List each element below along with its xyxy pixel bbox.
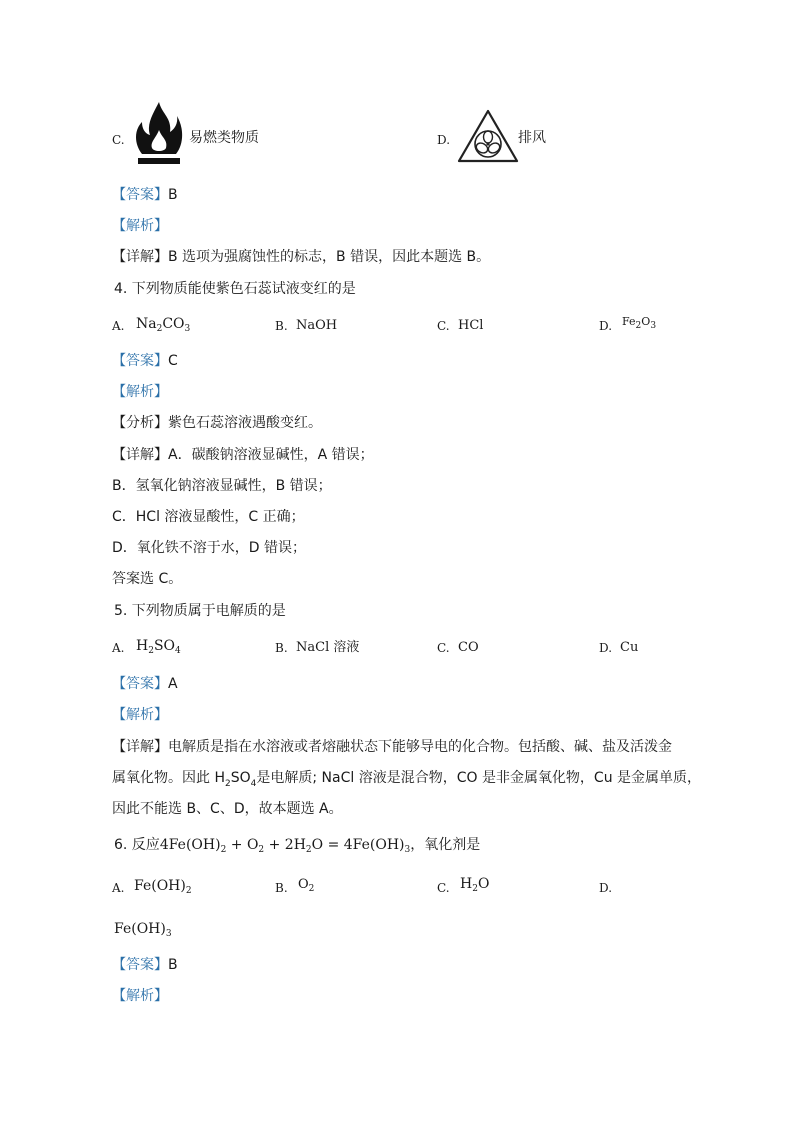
q4-stem: 4. 下列物质能使紫色石蕊试液变红的是 [114,281,356,297]
stem-prefix: 6. 反应 [114,837,160,853]
q6-option-c-formula: $H_2O$ [460,876,490,894]
q4-option-b-text: NaOH [296,318,338,333]
q4-option-d-formula: $Fe_2O_3$ [622,315,657,331]
answer-tag: 【答案】 [112,353,168,369]
q5-option-c-label: C. [437,641,450,655]
answer-value: B [168,187,178,203]
q6-option-c-label: C. [437,881,450,895]
q5-stem: 5. 下列物质属于电解质的是 [114,603,286,619]
q4-detail-line-4: D．氧化铁不溶于水，D 错误； [112,540,307,556]
q4-option-a-formula: $Na_2CO_3$ [136,316,191,334]
q6-analysis [112,989,168,1003]
q5-detail-line-2: 属氧化物。因此 $H_2SO_4$是电解质; NaCl 溶液是混合物，CO 是非金属氧化物，Cu 是金属单质， [112,770,702,789]
q5-analysis [112,708,168,722]
q5-option-b-label: B. [275,641,288,655]
detail-text: SO [230,770,251,786]
answer-tag: 【答案】 [112,676,168,692]
detail-text: 电解质是指在水溶液或者熔融状态下能够导电的化合物。包括酸、碱、盐及活泼金 [168,739,672,755]
q5-detail-line-3: 因此不能选 B、C、D，故本题选 A。 [112,801,343,817]
answer-value: A [168,676,178,692]
detail-text: A．碳酸钠溶液显碱性，A 错误； [168,447,374,463]
answer-value: B [168,957,178,973]
q6-option-a-formula: $Fe(OH)_2$ [134,878,192,896]
analysis-tag: 【解析】 [112,218,168,234]
q5-option-d-text: Cu [620,640,639,655]
q4-analysis [112,385,168,399]
analysis-tag: 【解析】 [112,707,168,723]
analysis-tag: 【解析】 [112,988,168,1004]
answer-value: C [168,353,178,369]
detail-text: 属氧化物。因此 H [112,770,225,786]
q4-option-c-label: C. [437,319,450,333]
detail-tag: 【详解】 [112,739,168,755]
q4-answer [112,354,178,368]
q6-reaction-equation: $4Fe(OH)_2 + O_2 + 2H_2O = 4Fe(OH)_3$ [159,837,411,855]
answer-tag: 【答案】 [112,187,168,203]
q5-option-c-text: CO [458,640,479,655]
detail-tag: 【详解】 [112,249,168,265]
q4-detail-line-1 [112,448,374,462]
q4-option-b-label: B. [275,319,288,333]
option-d-label: D. [437,133,451,147]
detail-text: B 选项为强腐蚀性的标志，B 错误，因此本题选 B。 [168,249,491,265]
q4-detail-line-3: C．HCl 溶液显酸性，C 正确； [112,509,305,525]
option-c-label: C. [112,133,125,147]
q6-option-d-label: D. [599,881,613,895]
q6-answer [112,958,178,972]
q6-option-a-label: A. [112,881,125,895]
q6-option-b-label: B. [275,881,288,895]
q5-option-a-label: A. [112,641,125,655]
detail-text: 是电解质; NaCl 溶液是混合物，CO 是非金属氧化物，Cu 是金属单质， [256,770,702,786]
q5-answer [112,677,178,691]
q5-detail-line-1 [112,740,672,754]
q3-analysis [112,219,168,233]
q4-option-d-label: D. [599,319,613,333]
q4-detail-line-2: B．氢氧化钠溶液显碱性，B 错误； [112,478,332,494]
q4-detail-line-5: 答案选 C。 [112,571,183,587]
q6-stem [114,837,481,855]
q5-option-d-label: D. [599,641,613,655]
q3-answer [112,188,178,202]
q4-option-a-label: A. [112,319,125,333]
option-c-text: 易燃类物质 [189,130,259,146]
q5-option-b-text: NaCl 溶液 [296,640,360,655]
q6-option-b-formula: $O_2$ [298,877,315,894]
answer-tag: 【答案】 [112,957,168,973]
fan-icon [456,108,520,166]
q4-fenxi [112,416,322,430]
stem-suffix: ，氧化剂是 [410,837,481,853]
analysis-tag: 【解析】 [112,384,168,400]
flammable-icon [132,100,186,174]
q4-option-c-text: HCl [458,318,484,333]
fenxi-tag: 【分析】 [112,415,168,431]
q6-option-d-formula: $Fe(OH)_3$ [114,921,172,939]
detail-tag: 【详解】 [112,447,168,463]
q5-option-a-formula: $H_2SO_4$ [136,638,181,656]
fenxi-text: 紫色石蕊溶液遇酸变红。 [168,415,322,431]
option-d-text: 排风 [518,130,546,146]
q3-detail [112,250,490,264]
